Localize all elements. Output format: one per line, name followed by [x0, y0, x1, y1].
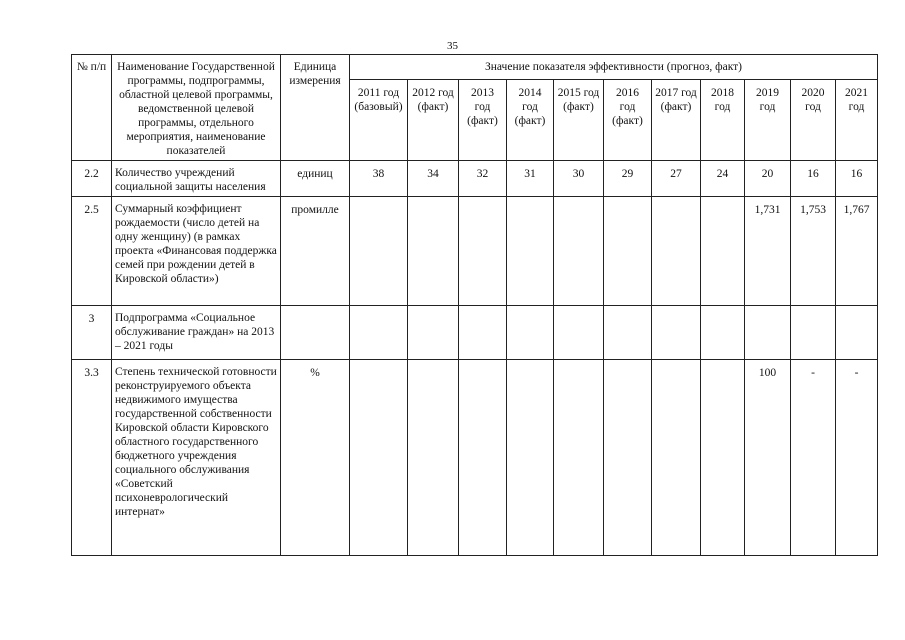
- row-value-cell: 1,731: [745, 197, 791, 306]
- row-value-cell: [701, 197, 745, 306]
- row-value-cell: [507, 360, 554, 556]
- year-header-7: [701, 79, 745, 160]
- year-note: (базовый): [354, 100, 403, 113]
- row-value-cell: [604, 197, 652, 306]
- header-values-title: Значение показателя эффективности (прогноз, факт): [350, 55, 878, 80]
- row-value-cell: [701, 360, 745, 556]
- row-value-cell: 27: [652, 161, 701, 197]
- row-value-cell: 34: [408, 161, 459, 197]
- row-value-cell: 100: [745, 360, 791, 556]
- table-row: [72, 360, 878, 556]
- year-header-4: [554, 79, 604, 160]
- year-label: 2017 год: [655, 86, 697, 99]
- row-value-cell: 16: [836, 161, 878, 197]
- row-indicator-name: Степень технической готовности реконструируемого объекта недвижимого имущества государственной собственности Кировской области Кировского областного государственного бюджетного учреждения социального обслуживания «Советский психоневрологический интернат»: [112, 360, 281, 556]
- row-value-cell: [459, 306, 507, 360]
- row-value-cell: 16: [791, 161, 836, 197]
- row-value-cell: 29: [604, 161, 652, 197]
- row-value-cell: [604, 306, 652, 360]
- row-value-cell: [604, 360, 652, 556]
- row-value-cell: [459, 360, 507, 556]
- row-value-cell: [652, 360, 701, 556]
- year-label: 2012 год: [412, 86, 454, 99]
- row-indicator-name: Суммарный коэффициент рождаемости (число детей на одну женщину) (в рамках проекта «Финансовая поддержка семей при рождении детей в Кировской области»): [112, 197, 281, 306]
- header-unit: Единица измерения: [281, 55, 350, 161]
- row-value-cell: 1,753: [791, 197, 836, 306]
- indicator-table: [71, 54, 878, 556]
- row-unit: %: [281, 360, 350, 556]
- row-value-cell: 31: [507, 161, 554, 197]
- row-value-cell: 24: [701, 161, 745, 197]
- row-value-cell: [350, 306, 408, 360]
- row-value-cell: 38: [350, 161, 408, 197]
- header-name: Наименование Государственной программы, подпрограммы, областной целевой программы, ведомственной целевой программы, отдельного мероприятия, наименование показателей: [112, 55, 281, 161]
- row-value-cell: [408, 197, 459, 306]
- header-num: № п/п: [72, 55, 112, 161]
- row-value-cell: [554, 197, 604, 306]
- year-header-3: [507, 79, 554, 160]
- row-value-cell: [652, 306, 701, 360]
- year-header-10: [836, 79, 878, 160]
- row-value-cell: 30: [554, 161, 604, 197]
- row-value-cell: 20: [745, 161, 791, 197]
- year-note: (факт): [660, 100, 692, 113]
- year-note: (факт): [514, 114, 546, 127]
- year-label: 2013 год: [471, 86, 494, 113]
- row-number: 2.5: [72, 197, 112, 306]
- page-number: 35: [447, 40, 458, 52]
- row-value-cell: [350, 197, 408, 306]
- row-value-cell: [836, 306, 878, 360]
- row-value-cell: [652, 197, 701, 306]
- row-value-cell: [350, 360, 408, 556]
- year-label: 2011 год: [357, 86, 400, 99]
- year-label: 2018 год: [711, 86, 734, 113]
- row-value-cell: [408, 306, 459, 360]
- row-value-cell: [701, 306, 745, 360]
- row-number: 3.3: [72, 360, 112, 556]
- row-value-cell: [459, 197, 507, 306]
- row-value-cell: [554, 306, 604, 360]
- row-value-cell: [507, 197, 554, 306]
- row-value-cell: 1,767: [836, 197, 878, 306]
- year-note: (факт): [417, 100, 449, 113]
- row-value-cell: [745, 306, 791, 360]
- row-value-cell: 32: [459, 161, 507, 197]
- table-row: [72, 197, 878, 306]
- row-indicator-name: Количество учреждений социальной защиты населения: [112, 161, 281, 197]
- row-unit: промилле: [281, 197, 350, 306]
- row-unit: [281, 306, 350, 360]
- row-unit: единиц: [281, 161, 350, 197]
- table-row: [72, 161, 878, 197]
- year-note: (факт): [467, 114, 498, 127]
- year-header-6: [652, 79, 701, 160]
- year-header-0: [350, 79, 408, 160]
- year-header-8: [745, 79, 791, 160]
- year-label: 2016 год: [616, 86, 639, 113]
- table-row: [72, 306, 878, 360]
- row-number: 2.2: [72, 161, 112, 197]
- row-value-cell: [554, 360, 604, 556]
- row-value-cell: [791, 306, 836, 360]
- year-header-5: [604, 79, 652, 160]
- row-value-cell: -: [836, 360, 878, 556]
- row-number: 3: [72, 306, 112, 360]
- year-note: (факт): [612, 114, 643, 127]
- year-label: 2019 год: [756, 86, 779, 113]
- year-label: 2014 год: [518, 86, 542, 113]
- row-indicator-name: Подпрограмма «Социальное обслуживание граждан» на 2013 – 2021 годы: [112, 306, 281, 360]
- row-value-cell: -: [791, 360, 836, 556]
- year-header-2: [459, 79, 507, 160]
- row-value-cell: [507, 306, 554, 360]
- year-note: (факт): [563, 100, 594, 113]
- row-value-cell: [408, 360, 459, 556]
- year-label: 2015 год: [557, 86, 600, 99]
- year-header-1: [408, 79, 459, 160]
- year-label: 2021 год: [845, 86, 868, 113]
- year-label: 2020 год: [801, 86, 825, 113]
- year-header-9: [791, 79, 836, 160]
- header-row: [72, 55, 878, 80]
